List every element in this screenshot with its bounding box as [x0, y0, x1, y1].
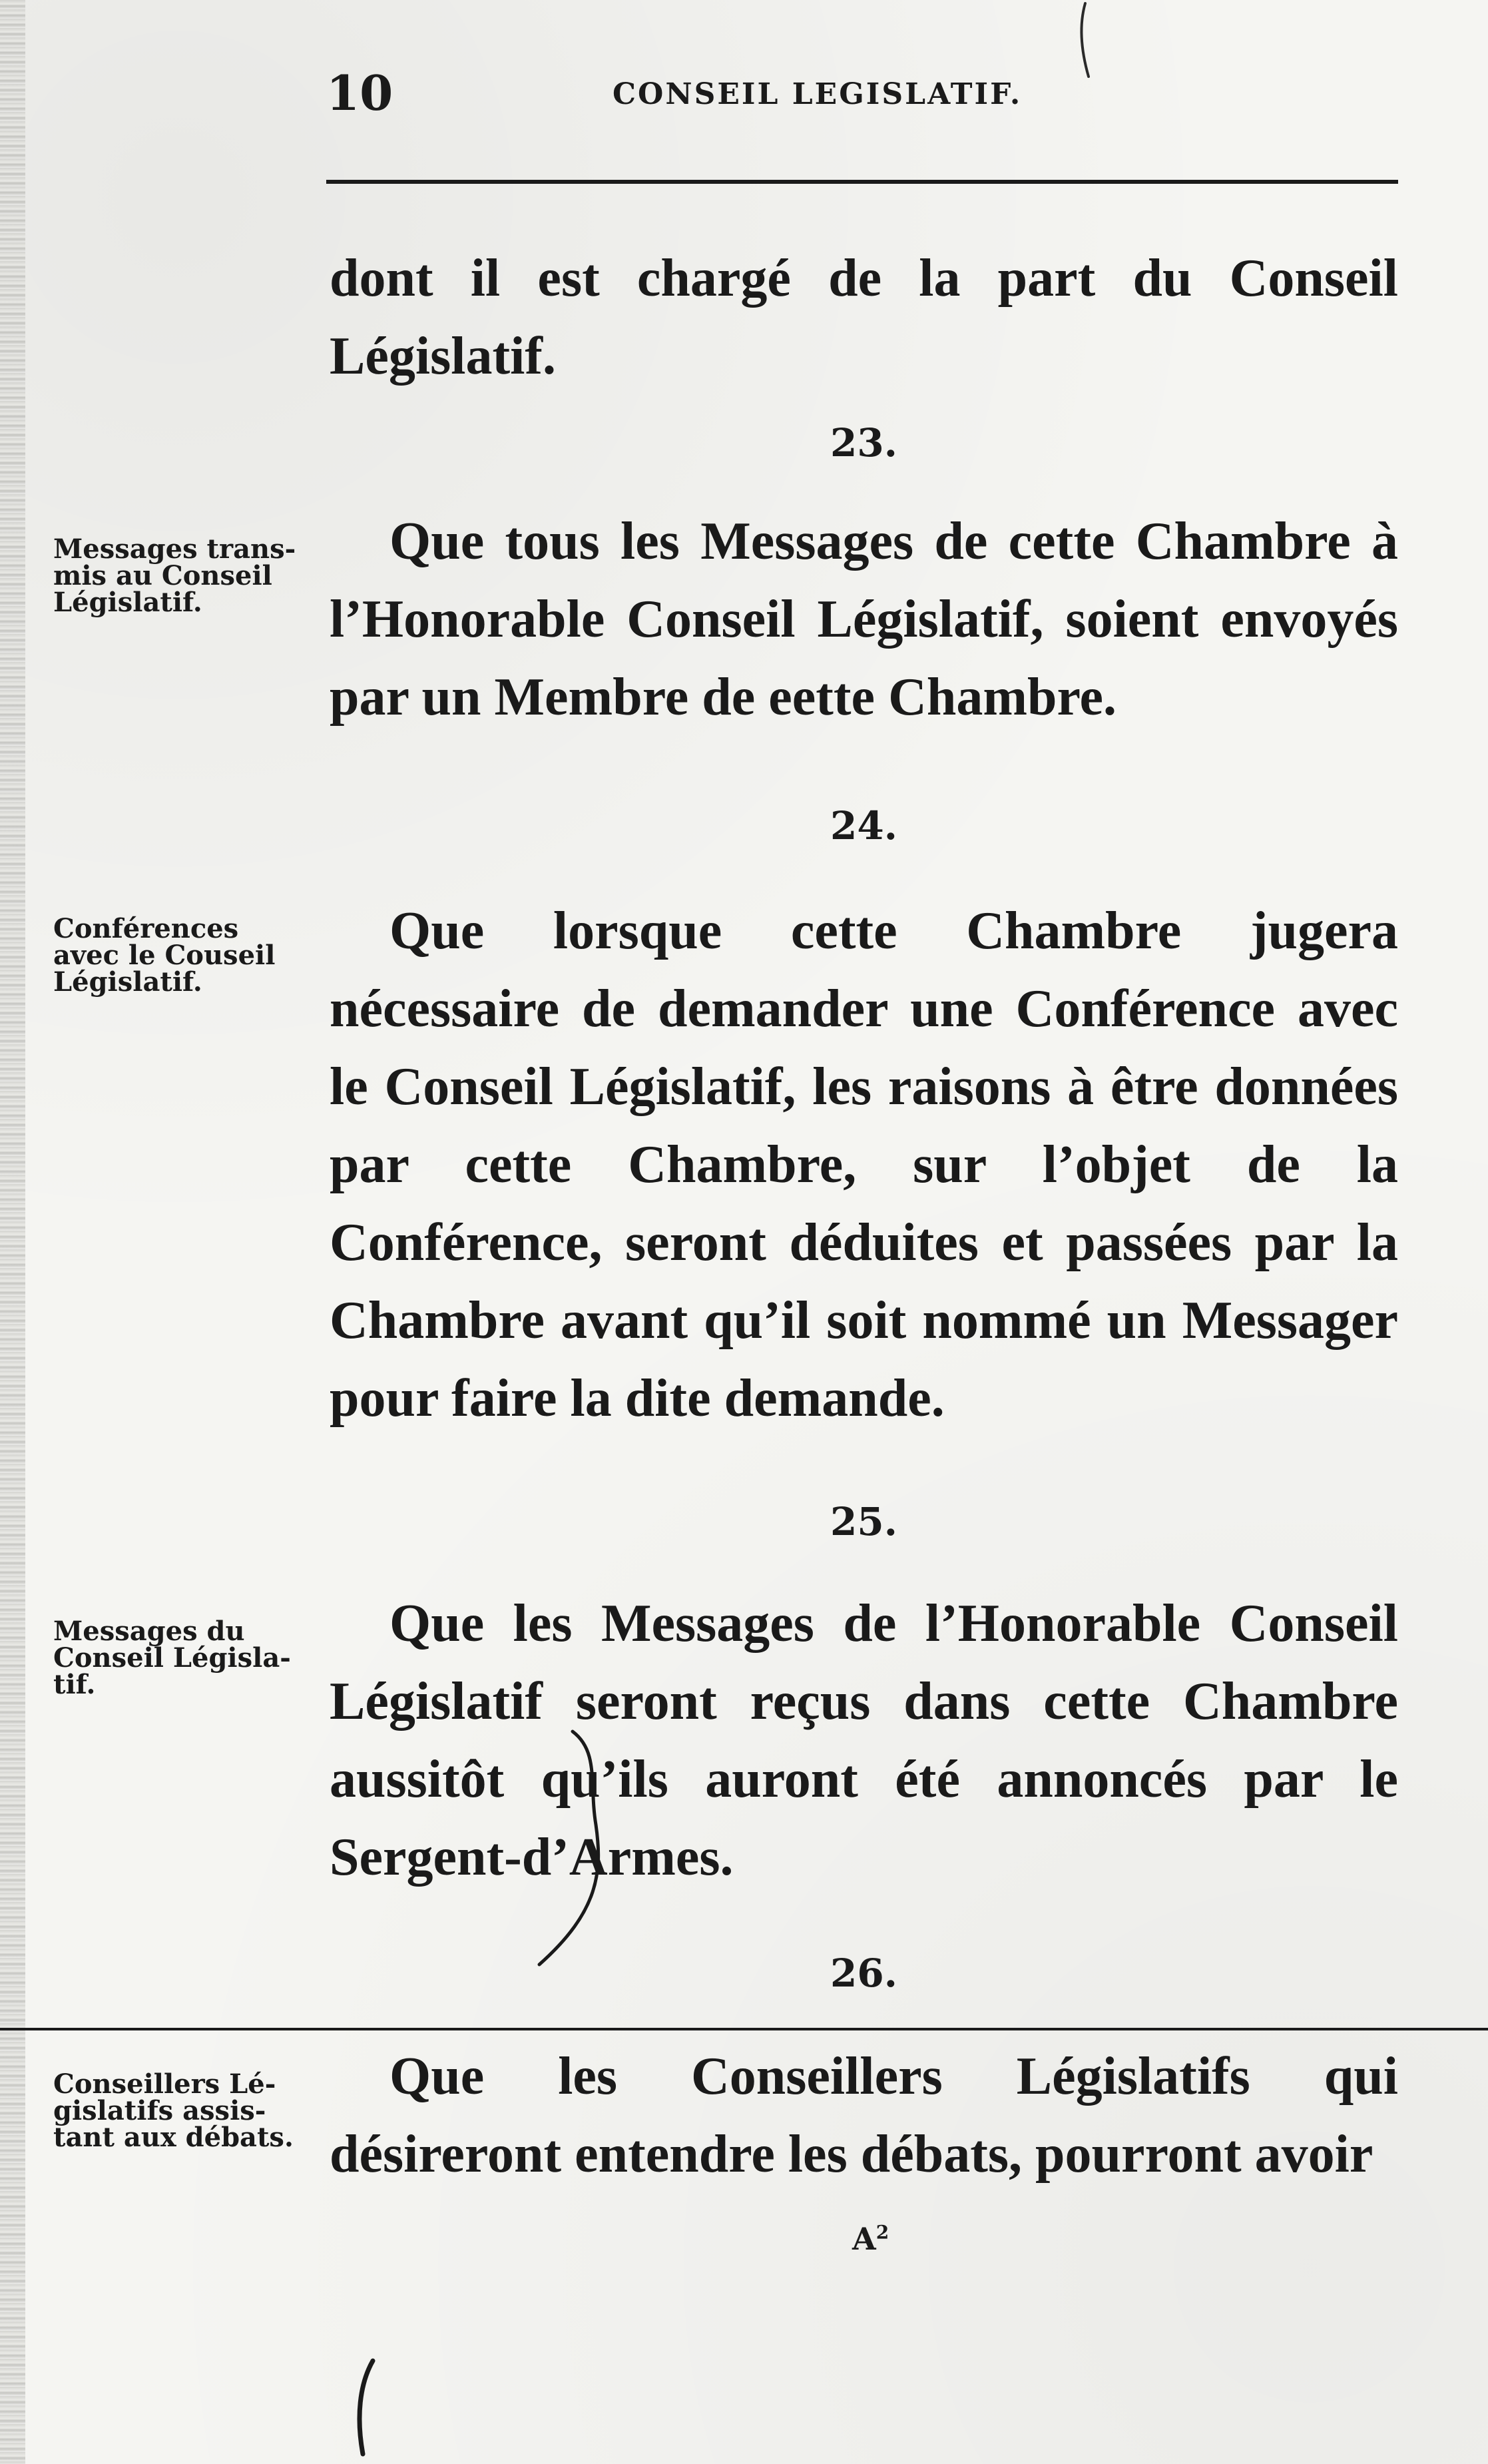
- pen-stroke-mark: [526, 1725, 646, 1978]
- article-number-25: 25.: [830, 1499, 897, 1544]
- article-number-26: 26.: [830, 1951, 897, 1996]
- article-number-24: 24.: [830, 803, 897, 848]
- signature-superscript: 2: [875, 2221, 889, 2244]
- margin-note-26: Conseillers Lé- gislatifs assis- tant aux débats.: [53, 2068, 294, 2153]
- article-text-24: Que lorsque cette Chambre jugera nécessaire de demander une Conférence avec le Conseil Législatif, les raisons à être données par cette Chambre, sur l’objet de la Conférence, seront déduites et passées par la Chambre avant qu’il soit nommé un Messager pour faire la dite demande.: [330, 902, 1398, 1428]
- article-text-25: Que les Messages de l’Honorable Conseil Législatif seront reçus dans cette Chambre aussitôt qu’ils auront été annoncés par le Sergent-d’Armes.: [330, 1594, 1398, 1887]
- signature-mark: [852, 2221, 889, 2257]
- article-text-23: Que tous les Messages de cette Chambre à l’Honorable Conseil Législatif, soient envoyés par un Membre de eette Chambre.: [330, 512, 1398, 727]
- article-text-26: Que les Conseillers Législatifs qui désireront entendre les débats, pourront avoir: [330, 2047, 1398, 2184]
- page-binding-edge: [0, 0, 25, 2464]
- page-number: 10: [326, 65, 393, 121]
- margin-note-24: Conférences avec le Couseil Législatif.: [53, 913, 276, 998]
- scan-fold-line: [0, 2028, 1488, 2030]
- article-number-23: 23.: [830, 420, 897, 465]
- header-rule: [326, 180, 1398, 184]
- page-header: [326, 63, 1391, 123]
- continuation-paragraph: dont il est chargé de la part du Conseil Législatif.: [330, 249, 1398, 386]
- running-head: CONSEIL LEGISLATIF.: [613, 77, 1023, 111]
- margin-note-23: Messages trans- mis au Conseil Législatif.: [53, 533, 296, 618]
- pen-stroke-top: [1052, 0, 1118, 80]
- signature-letter: A: [852, 2221, 876, 2257]
- pen-stroke-bottom: [346, 2357, 386, 2457]
- margin-note-25: Messages du Conseil Législa- tif.: [53, 1616, 291, 1700]
